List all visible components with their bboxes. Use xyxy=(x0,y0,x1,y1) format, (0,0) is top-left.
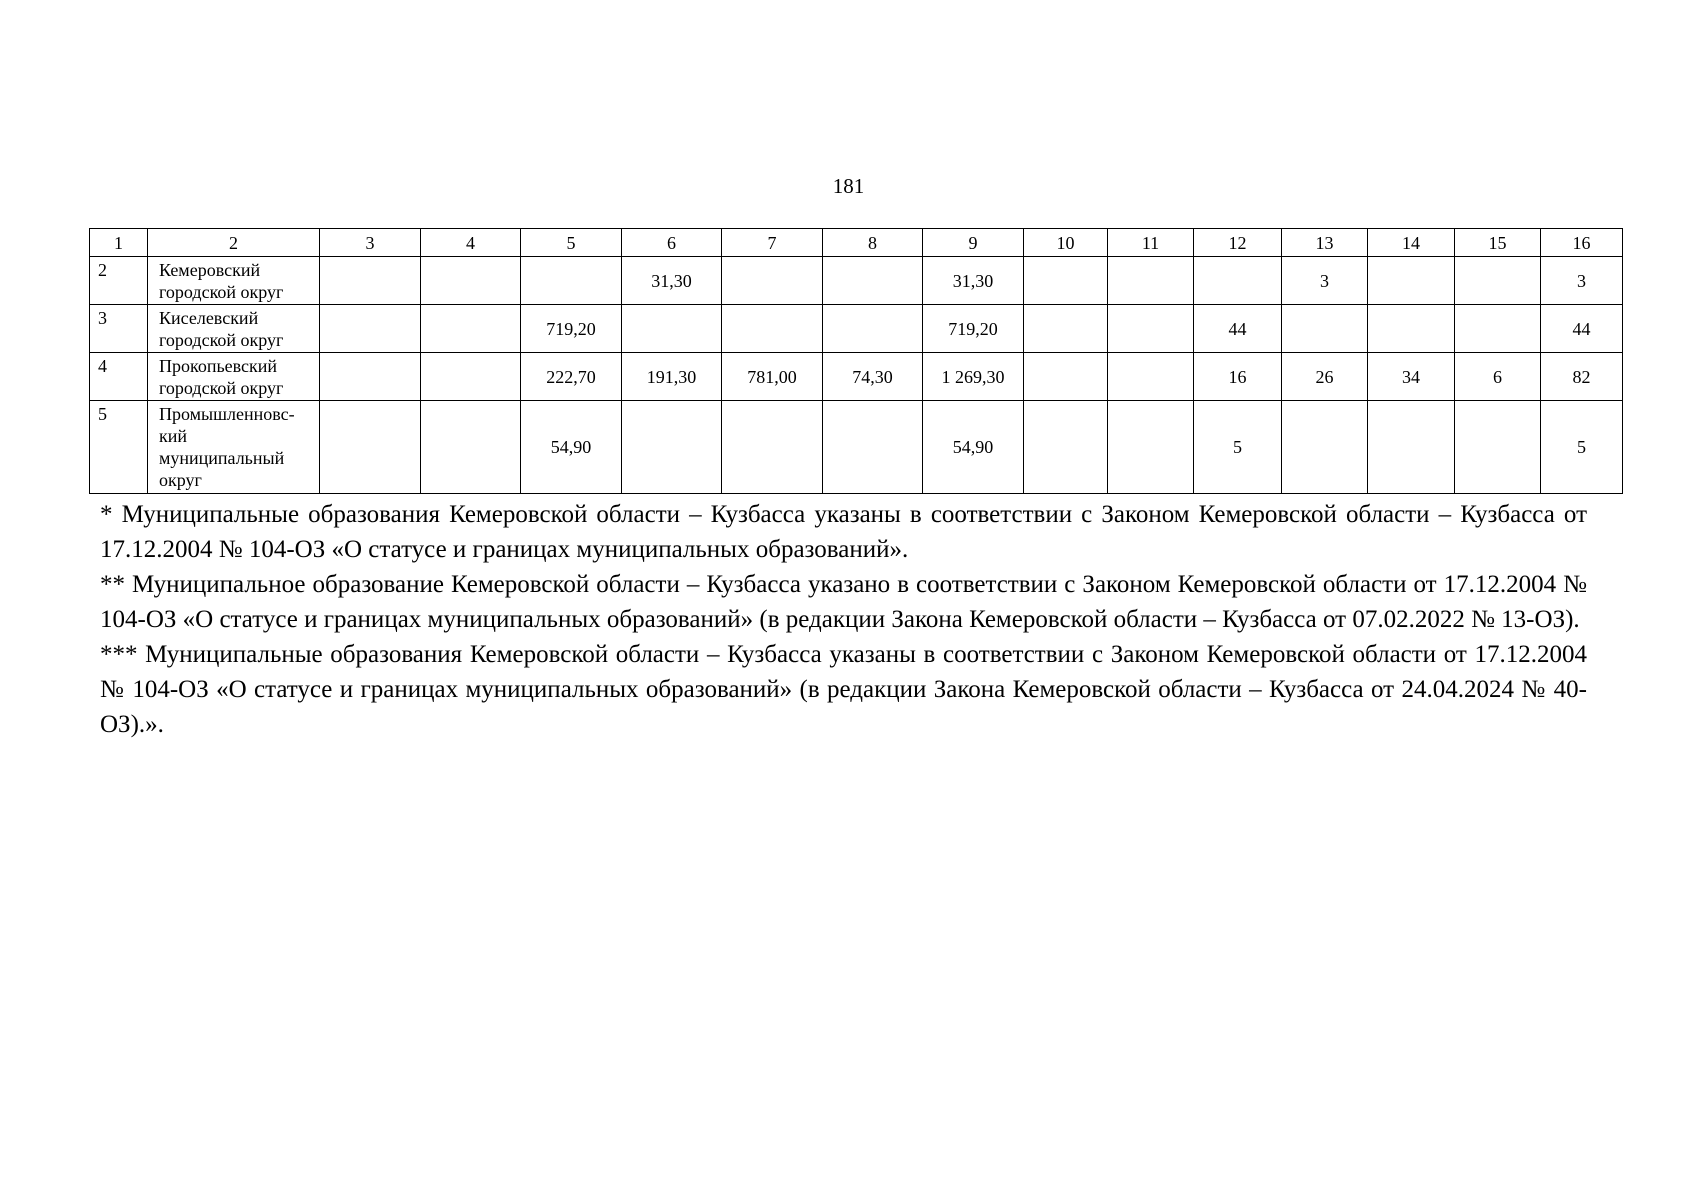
table-cell: 719,20 xyxy=(923,305,1024,353)
table-cell xyxy=(320,305,421,353)
data-table xyxy=(89,228,1623,494)
table-cell xyxy=(722,401,823,494)
table-cell: 1 269,30 xyxy=(923,353,1024,401)
table-cell: 191,30 xyxy=(622,353,722,401)
municipality-name: Прокопьевский городской округ xyxy=(148,353,320,401)
table-cell xyxy=(622,305,722,353)
table-header-row xyxy=(90,229,1623,257)
table-cell: 44 xyxy=(1541,305,1623,353)
column-header: 9 xyxy=(923,229,1024,257)
table-cell: 34 xyxy=(1368,353,1455,401)
table-cell: 222,70 xyxy=(521,353,622,401)
footnote-2: ** Муниципальное образование Кемеровской области – Кузбасса указано в соответствии с Законом Кемеровской области от 17.12.2004 № 104-ОЗ «О статусе и границах муниципальных образований» (в редакции Закона Кемеровской области – Кузбасса от 07.02.2022 № 13-ОЗ). xyxy=(100,571,1587,633)
column-header: 10 xyxy=(1024,229,1108,257)
table-cell: 82 xyxy=(1541,353,1623,401)
column-header: 15 xyxy=(1455,229,1541,257)
column-header: 11 xyxy=(1108,229,1194,257)
table-cell xyxy=(1024,401,1108,494)
table-cell: 54,90 xyxy=(923,401,1024,494)
table-cell: 31,30 xyxy=(923,257,1024,305)
table-cell xyxy=(1455,305,1541,353)
table-cell xyxy=(823,401,923,494)
column-header: 1 xyxy=(90,229,148,257)
table-cell: 719,20 xyxy=(521,305,622,353)
table-cell xyxy=(320,401,421,494)
table-cell xyxy=(1024,305,1108,353)
table-cell xyxy=(421,353,521,401)
table-cell: 3 xyxy=(1541,257,1623,305)
table-cell xyxy=(1108,401,1194,494)
table-cell: 44 xyxy=(1194,305,1282,353)
column-header: 13 xyxy=(1282,229,1368,257)
table-row xyxy=(90,257,1623,305)
municipality-name: Промышленновс-кий муниципальный округ xyxy=(148,401,320,494)
table-cell xyxy=(1368,305,1455,353)
table-header xyxy=(90,229,1623,257)
table-cell xyxy=(1108,353,1194,401)
table-cell xyxy=(1108,305,1194,353)
table-cell xyxy=(421,401,521,494)
table-cell: 16 xyxy=(1194,353,1282,401)
row-number: 4 xyxy=(90,353,148,401)
column-header: 4 xyxy=(421,229,521,257)
table-cell: 781,00 xyxy=(722,353,823,401)
column-header: 12 xyxy=(1194,229,1282,257)
table-cell: 3 xyxy=(1282,257,1368,305)
table-row xyxy=(90,401,1623,494)
table-row xyxy=(90,353,1623,401)
table-cell: 5 xyxy=(1541,401,1623,494)
column-header: 5 xyxy=(521,229,622,257)
table-cell xyxy=(722,305,823,353)
column-header: 8 xyxy=(823,229,923,257)
page-number: 181 xyxy=(832,174,865,198)
table-cell xyxy=(622,401,722,494)
table-cell xyxy=(1455,257,1541,305)
table-cell xyxy=(1282,401,1368,494)
table-cell xyxy=(421,257,521,305)
table-cell: 26 xyxy=(1282,353,1368,401)
table-cell xyxy=(823,257,923,305)
table-row xyxy=(90,305,1623,353)
table-cell xyxy=(521,257,622,305)
column-header: 14 xyxy=(1368,229,1455,257)
table-cell xyxy=(320,257,421,305)
table-cell xyxy=(1024,353,1108,401)
table-cell xyxy=(421,305,521,353)
municipality-name: Кемеровский городской округ xyxy=(148,257,320,305)
column-header: 3 xyxy=(320,229,421,257)
footnotes xyxy=(100,497,1587,742)
table-cell xyxy=(320,353,421,401)
row-number: 5 xyxy=(90,401,148,494)
table-cell xyxy=(1368,257,1455,305)
column-header: 7 xyxy=(722,229,823,257)
table-cell: 31,30 xyxy=(622,257,722,305)
column-header: 2 xyxy=(148,229,320,257)
table-cell xyxy=(1282,305,1368,353)
table-cell xyxy=(1455,401,1541,494)
row-number: 2 xyxy=(90,257,148,305)
column-header: 6 xyxy=(622,229,722,257)
table-cell xyxy=(1368,401,1455,494)
table-cell xyxy=(1024,257,1108,305)
table-body xyxy=(90,257,1623,494)
table-cell: 74,30 xyxy=(823,353,923,401)
table-cell xyxy=(722,257,823,305)
table-cell: 5 xyxy=(1194,401,1282,494)
table-cell xyxy=(1108,257,1194,305)
column-header: 16 xyxy=(1541,229,1623,257)
table-cell: 6 xyxy=(1455,353,1541,401)
municipality-name: Киселевский городской округ xyxy=(148,305,320,353)
table-cell xyxy=(1194,257,1282,305)
row-number: 3 xyxy=(90,305,148,353)
footnote-3: *** Муниципальные образования Кемеровской области – Кузбасса указаны в соответствии с Законом Кемеровской области от 17.12.2004 № 104-ОЗ «О статусе и границах муниципальных образований» (в редакции Закона Кемеровской области – Кузбасса от 24.04.2024 № 40-ОЗ).». xyxy=(100,641,1587,738)
table-cell: 54,90 xyxy=(521,401,622,494)
table-cell xyxy=(823,305,923,353)
footnote-1: * Муниципальные образования Кемеровской области – Кузбасса указаны в соответствии с Законом Кемеровской области – Кузбасса от 17.12.2004 № 104-ОЗ «О статусе и границах муниципальных образований». xyxy=(100,501,1587,563)
